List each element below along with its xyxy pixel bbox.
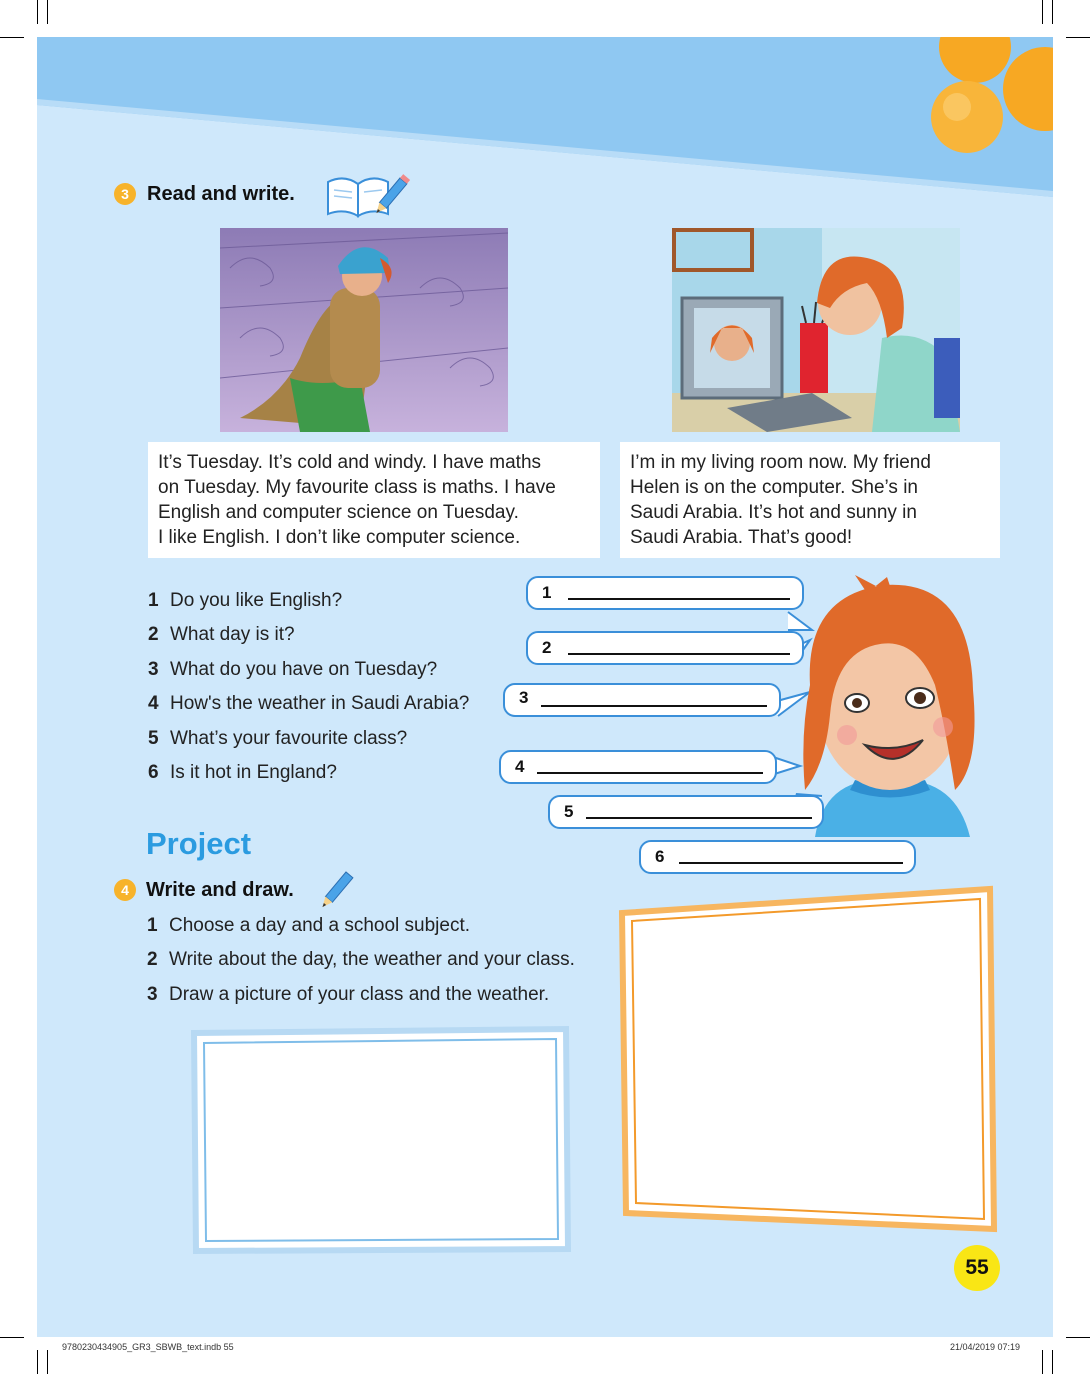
question-text: What day is it? xyxy=(170,624,295,645)
step-number: 3 xyxy=(147,984,158,1005)
text-line: I like English. I don’t like computer science. xyxy=(158,527,521,548)
project-heading: Project xyxy=(146,826,252,861)
answer-line xyxy=(568,653,790,655)
question-item xyxy=(148,693,469,715)
decorative-circles xyxy=(925,37,1053,157)
crop-mark xyxy=(0,1337,24,1338)
question-number: 3 xyxy=(148,659,159,680)
answer-bubble[interactable] xyxy=(499,750,777,784)
answer-line xyxy=(541,705,767,707)
answer-number: 4 xyxy=(515,757,525,776)
question-number: 1 xyxy=(148,590,159,611)
question-text: Do you like English? xyxy=(170,590,343,611)
drawing-area[interactable] xyxy=(190,1025,572,1255)
book-pencil-icon xyxy=(322,172,432,220)
writing-area[interactable] xyxy=(618,885,998,1235)
crop-mark xyxy=(0,37,24,38)
step-text: Draw a picture of your class and the weather. xyxy=(169,984,550,1005)
question-text: What do you have on Tuesday? xyxy=(170,659,438,680)
step-text: Choose a day and a school subject. xyxy=(169,915,471,936)
text-line: Saudi Arabia. That’s good! xyxy=(630,527,853,548)
question-text: What’s your favourite class? xyxy=(170,728,408,749)
text-line: It’s Tuesday. It’s cold and windy. I have maths xyxy=(158,452,542,473)
answer-number: 5 xyxy=(564,802,574,821)
crop-mark xyxy=(1042,0,1043,24)
crop-mark xyxy=(1066,1337,1090,1338)
windy-day-picture xyxy=(220,228,508,432)
pencil-icon xyxy=(318,870,360,916)
answer-bubble[interactable] xyxy=(526,576,804,610)
question-number: 4 xyxy=(148,693,159,714)
question-item xyxy=(148,624,295,646)
answer-bubble[interactable] xyxy=(548,795,824,829)
answer-number: 1 xyxy=(542,583,552,602)
answer-line xyxy=(679,862,903,864)
question-text: Is it hot in England? xyxy=(170,762,337,783)
crop-mark xyxy=(47,0,48,24)
step-item xyxy=(147,949,575,971)
page-number: 55 xyxy=(954,1245,1000,1291)
question-item xyxy=(148,659,437,681)
question-item xyxy=(148,590,342,612)
text-line: on Tuesday. My favourite class is maths. I have xyxy=(158,477,556,498)
text-line: Helen is on the computer. She’s in xyxy=(630,477,918,498)
crop-mark xyxy=(37,0,38,24)
question-number: 5 xyxy=(148,728,159,749)
crop-mark xyxy=(37,1350,38,1374)
exercise-number-badge: 4 xyxy=(114,879,136,901)
footer-timestamp: 21/04/2019 07:19 xyxy=(950,1342,1021,1352)
text-line: I’m in my living room now. My friend xyxy=(630,452,931,473)
girl-illustration xyxy=(795,575,985,837)
crop-mark xyxy=(1042,1350,1043,1374)
answer-bubble[interactable] xyxy=(639,840,916,874)
exercise-title: Write and draw. xyxy=(146,879,294,901)
answer-line xyxy=(537,772,763,774)
question-item xyxy=(148,762,337,784)
footer-file-info: 9780230434905_GR3_SBWB_text.indb 55 xyxy=(62,1342,234,1352)
answer-number: 3 xyxy=(519,688,529,707)
answer-number: 2 xyxy=(542,638,552,657)
answer-line xyxy=(568,598,790,600)
question-number: 2 xyxy=(148,624,159,645)
crop-mark xyxy=(47,1350,48,1374)
computer-call-picture xyxy=(672,228,960,432)
answer-line xyxy=(586,817,812,819)
text-line: Saudi Arabia. It’s hot and sunny in xyxy=(630,502,917,523)
answer-number: 6 xyxy=(655,847,665,866)
question-item xyxy=(148,728,407,750)
crop-mark xyxy=(1052,1350,1053,1374)
step-item xyxy=(147,984,549,1006)
question-number: 6 xyxy=(148,762,159,783)
step-number: 2 xyxy=(147,949,158,970)
reading-text-right xyxy=(620,442,1000,558)
crop-mark xyxy=(1066,37,1090,38)
crop-mark xyxy=(1052,0,1053,24)
answer-bubble[interactable] xyxy=(526,631,804,665)
exercise-title: Read and write. xyxy=(147,183,295,205)
header-band xyxy=(37,37,1053,197)
question-text: How's the weather in Saudi Arabia? xyxy=(170,693,470,714)
text-line: English and computer science on Tuesday. xyxy=(158,502,519,523)
step-item xyxy=(147,915,470,937)
step-number: 1 xyxy=(147,915,158,936)
reading-text-left xyxy=(148,442,600,558)
exercise-number-badge: 3 xyxy=(114,183,136,205)
step-text: Write about the day, the weather and your class. xyxy=(169,949,575,970)
answer-bubble[interactable] xyxy=(503,683,781,717)
